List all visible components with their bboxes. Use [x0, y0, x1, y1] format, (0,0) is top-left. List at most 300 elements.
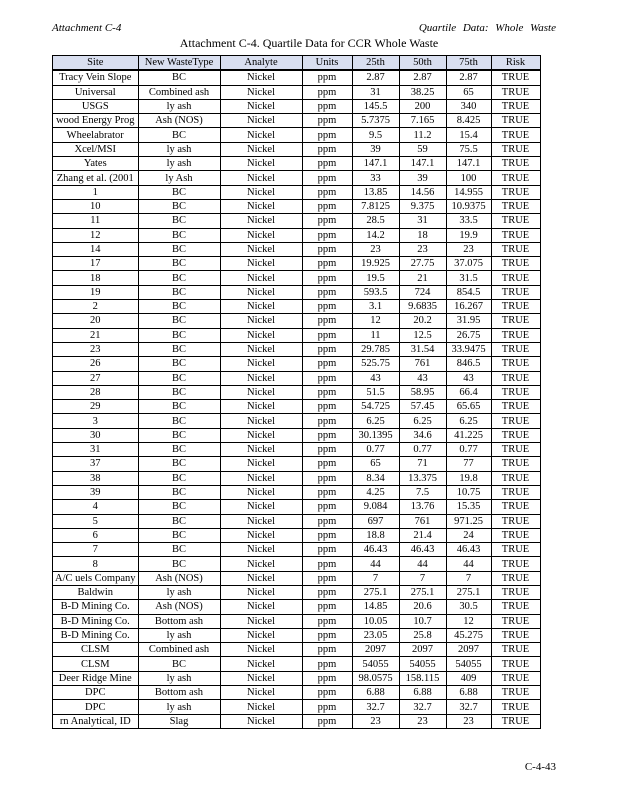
cell-analyte: Nickel: [220, 342, 302, 356]
cell-site: 26: [53, 357, 139, 371]
cell-analyte: Nickel: [220, 443, 302, 457]
cell-analyte: Nickel: [220, 571, 302, 585]
cell-waste-type: BC: [138, 485, 220, 499]
cell-q50: 7.165: [399, 114, 446, 128]
cell-q25: 14.2: [352, 228, 399, 242]
cell-q25: 6.88: [352, 686, 399, 700]
col-75th-header: 75th: [446, 56, 491, 71]
cell-q75: 33.5: [446, 214, 491, 228]
cell-site: 17: [53, 257, 139, 271]
cell-analyte: Nickel: [220, 314, 302, 328]
cell-q50: 21: [399, 271, 446, 285]
cell-q25: 32.7: [352, 700, 399, 714]
cell-q50: 13.76: [399, 500, 446, 514]
section-label: Quartile Data: Whole Waste: [418, 22, 556, 34]
cell-q25: 51.5: [352, 385, 399, 399]
cell-units: ppm: [302, 171, 352, 185]
cell-waste-type: ly Ash: [138, 171, 220, 185]
cell-q50: 54055: [399, 657, 446, 671]
cell-q75: 409: [446, 671, 491, 685]
cell-q75: 32.7: [446, 700, 491, 714]
cell-analyte: Nickel: [220, 543, 302, 557]
table-row: [53, 543, 541, 557]
cell-risk: TRUE: [491, 157, 540, 171]
table-body: [53, 70, 541, 728]
cell-units: ppm: [302, 614, 352, 628]
cell-site: Tracy Vein Slope: [53, 70, 139, 85]
cell-risk: TRUE: [491, 600, 540, 614]
cell-q50: 7.5: [399, 485, 446, 499]
table-row: [53, 614, 541, 628]
cell-risk: TRUE: [491, 314, 540, 328]
cell-q25: 145.5: [352, 99, 399, 113]
cell-q75: 46.43: [446, 543, 491, 557]
cell-q25: 11: [352, 328, 399, 342]
table-row: [53, 357, 541, 371]
cell-risk: TRUE: [491, 342, 540, 356]
cell-q75: 19.9: [446, 228, 491, 242]
cell-site: DPC: [53, 686, 139, 700]
table-row: [53, 500, 541, 514]
cell-analyte: Nickel: [220, 199, 302, 213]
cell-q50: 25.8: [399, 628, 446, 642]
cell-q25: 7: [352, 571, 399, 585]
cell-q75: 15.4: [446, 128, 491, 142]
cell-waste-type: BC: [138, 514, 220, 528]
cell-units: ppm: [302, 686, 352, 700]
cell-waste-type: BC: [138, 400, 220, 414]
cell-units: ppm: [302, 371, 352, 385]
cell-waste-type: BC: [138, 70, 220, 85]
cell-q50: 275.1: [399, 585, 446, 599]
cell-risk: TRUE: [491, 457, 540, 471]
cell-q75: 45.275: [446, 628, 491, 642]
cell-q50: 44: [399, 557, 446, 571]
cell-site: 27: [53, 371, 139, 385]
cell-units: ppm: [302, 185, 352, 199]
cell-risk: TRUE: [491, 85, 540, 99]
cell-waste-type: ly ash: [138, 628, 220, 642]
cell-risk: TRUE: [491, 614, 540, 628]
cell-q50: 27.75: [399, 257, 446, 271]
table-row: [53, 514, 541, 528]
cell-risk: TRUE: [491, 328, 540, 342]
cell-q50: 23: [399, 714, 446, 728]
cell-site: 10: [53, 199, 139, 213]
cell-q50: 761: [399, 514, 446, 528]
table-row: [53, 657, 541, 671]
cell-units: ppm: [302, 557, 352, 571]
cell-risk: TRUE: [491, 257, 540, 271]
cell-q75: 6.88: [446, 686, 491, 700]
cell-q75: 275.1: [446, 585, 491, 599]
cell-q25: 2.87: [352, 70, 399, 85]
cell-q25: 14.85: [352, 600, 399, 614]
cell-units: ppm: [302, 157, 352, 171]
cell-q50: 6.88: [399, 686, 446, 700]
table-row: [53, 85, 541, 99]
cell-waste-type: BC: [138, 471, 220, 485]
cell-site: 2: [53, 300, 139, 314]
cell-q25: 275.1: [352, 585, 399, 599]
cell-waste-type: BC: [138, 228, 220, 242]
cell-waste-type: ly ash: [138, 142, 220, 156]
table-row: [53, 128, 541, 142]
cell-site: rn Analytical, ID: [53, 714, 139, 728]
cell-waste-type: BC: [138, 314, 220, 328]
cell-waste-type: BC: [138, 328, 220, 342]
cell-q25: 43: [352, 371, 399, 385]
cell-analyte: Nickel: [220, 357, 302, 371]
cell-risk: TRUE: [491, 543, 540, 557]
cell-q50: 32.7: [399, 700, 446, 714]
cell-analyte: Nickel: [220, 614, 302, 628]
col-site-header: Site: [53, 56, 139, 71]
cell-site: 37: [53, 457, 139, 471]
cell-analyte: Nickel: [220, 528, 302, 542]
cell-waste-type: Bottom ash: [138, 686, 220, 700]
table-row: [53, 600, 541, 614]
table-row: [53, 457, 541, 471]
table-row: [53, 385, 541, 399]
cell-q25: 4.25: [352, 485, 399, 499]
cell-risk: TRUE: [491, 571, 540, 585]
cell-q25: 65: [352, 457, 399, 471]
cell-site: A/C uels Company: [53, 571, 139, 585]
cell-risk: TRUE: [491, 199, 540, 213]
cell-q75: 37.075: [446, 257, 491, 271]
cell-risk: TRUE: [491, 285, 540, 299]
cell-q50: 9.375: [399, 199, 446, 213]
table-row: [53, 300, 541, 314]
cell-units: ppm: [302, 128, 352, 142]
col-wastetype-header: New WasteType: [138, 56, 220, 71]
cell-analyte: Nickel: [220, 142, 302, 156]
table-row: [53, 571, 541, 585]
cell-waste-type: BC: [138, 214, 220, 228]
cell-q50: 34.6: [399, 428, 446, 442]
cell-site: 18: [53, 271, 139, 285]
cell-waste-type: Bottom ash: [138, 614, 220, 628]
cell-site: B-D Mining Co.: [53, 614, 139, 628]
cell-analyte: Nickel: [220, 157, 302, 171]
table-row: [53, 671, 541, 685]
cell-units: ppm: [302, 400, 352, 414]
cell-q75: 23: [446, 714, 491, 728]
cell-risk: TRUE: [491, 657, 540, 671]
cell-units: ppm: [302, 457, 352, 471]
cell-waste-type: BC: [138, 371, 220, 385]
cell-analyte: Nickel: [220, 714, 302, 728]
cell-q25: 0.77: [352, 443, 399, 457]
table-row: [53, 371, 541, 385]
cell-q75: 75.5: [446, 142, 491, 156]
table-row: [53, 414, 541, 428]
cell-q25: 19.925: [352, 257, 399, 271]
cell-analyte: Nickel: [220, 70, 302, 85]
cell-q25: 12: [352, 314, 399, 328]
cell-q75: 100: [446, 171, 491, 185]
cell-risk: TRUE: [491, 557, 540, 571]
cell-analyte: Nickel: [220, 328, 302, 342]
cell-q25: 54055: [352, 657, 399, 671]
quartile-table: [52, 55, 541, 729]
cell-site: 4: [53, 500, 139, 514]
cell-risk: TRUE: [491, 686, 540, 700]
cell-units: ppm: [302, 257, 352, 271]
cell-q75: 0.77: [446, 443, 491, 457]
cell-q75: 854.5: [446, 285, 491, 299]
cell-analyte: Nickel: [220, 428, 302, 442]
cell-q50: 46.43: [399, 543, 446, 557]
cell-risk: TRUE: [491, 385, 540, 399]
cell-site: 19: [53, 285, 139, 299]
cell-waste-type: BC: [138, 128, 220, 142]
cell-risk: TRUE: [491, 242, 540, 256]
cell-q25: 525.75: [352, 357, 399, 371]
cell-analyte: Nickel: [220, 671, 302, 685]
cell-analyte: Nickel: [220, 471, 302, 485]
cell-analyte: Nickel: [220, 585, 302, 599]
cell-q25: 29.785: [352, 342, 399, 356]
cell-analyte: Nickel: [220, 271, 302, 285]
cell-site: Yates: [53, 157, 139, 171]
cell-risk: TRUE: [491, 471, 540, 485]
table-row: [53, 700, 541, 714]
cell-waste-type: Ash (NOS): [138, 600, 220, 614]
cell-units: ppm: [302, 528, 352, 542]
cell-q75: 33.9475: [446, 342, 491, 356]
table-row: [53, 485, 541, 499]
cell-q25: 2097: [352, 643, 399, 657]
cell-q75: 2.87: [446, 70, 491, 85]
cell-units: ppm: [302, 471, 352, 485]
cell-analyte: Nickel: [220, 114, 302, 128]
col-analyte-header: Analyte: [220, 56, 302, 71]
cell-site: Universal: [53, 85, 139, 99]
cell-analyte: Nickel: [220, 485, 302, 499]
cell-analyte: Nickel: [220, 600, 302, 614]
table-row: [53, 285, 541, 299]
cell-q75: 54055: [446, 657, 491, 671]
cell-units: ppm: [302, 628, 352, 642]
cell-q25: 39: [352, 142, 399, 156]
cell-waste-type: BC: [138, 300, 220, 314]
cell-risk: TRUE: [491, 414, 540, 428]
cell-risk: TRUE: [491, 485, 540, 499]
table-row: [53, 585, 541, 599]
cell-risk: TRUE: [491, 371, 540, 385]
cell-q75: 66.4: [446, 385, 491, 399]
cell-q50: 31: [399, 214, 446, 228]
cell-q50: 14.56: [399, 185, 446, 199]
cell-risk: TRUE: [491, 628, 540, 642]
cell-site: Zhang et al. (2001: [53, 171, 139, 185]
table-row: [53, 686, 541, 700]
cell-risk: TRUE: [491, 643, 540, 657]
cell-analyte: Nickel: [220, 242, 302, 256]
attachment-label: Attachment C-4: [52, 22, 122, 34]
cell-q25: 30.1395: [352, 428, 399, 442]
cell-site: 5: [53, 514, 139, 528]
table-row: [53, 185, 541, 199]
cell-risk: TRUE: [491, 585, 540, 599]
cell-waste-type: Ash (NOS): [138, 114, 220, 128]
cell-analyte: Nickel: [220, 185, 302, 199]
cell-q25: 18.8: [352, 528, 399, 542]
cell-q75: 31.5: [446, 271, 491, 285]
cell-analyte: Nickel: [220, 385, 302, 399]
cell-q75: 2097: [446, 643, 491, 657]
cell-site: B-D Mining Co.: [53, 600, 139, 614]
cell-analyte: Nickel: [220, 457, 302, 471]
table-row: [53, 528, 541, 542]
cell-waste-type: BC: [138, 543, 220, 557]
table-row: [53, 714, 541, 728]
cell-q50: 0.77: [399, 443, 446, 457]
cell-q75: 41.225: [446, 428, 491, 442]
cell-site: wood Energy Prog: [53, 114, 139, 128]
cell-q25: 98.0575: [352, 671, 399, 685]
cell-q50: 2.87: [399, 70, 446, 85]
cell-q25: 8.34: [352, 471, 399, 485]
cell-analyte: Nickel: [220, 300, 302, 314]
cell-q50: 18: [399, 228, 446, 242]
cell-waste-type: Slag: [138, 714, 220, 728]
cell-site: 38: [53, 471, 139, 485]
cell-q50: 59: [399, 142, 446, 156]
cell-risk: TRUE: [491, 528, 540, 542]
table-row: [53, 214, 541, 228]
cell-site: Xcel/MSI: [53, 142, 139, 156]
cell-site: CLSM: [53, 657, 139, 671]
table-row: [53, 643, 541, 657]
cell-site: 7: [53, 543, 139, 557]
cell-units: ppm: [302, 328, 352, 342]
table-row: [53, 471, 541, 485]
cell-q50: 9.6835: [399, 300, 446, 314]
cell-units: ppm: [302, 500, 352, 514]
cell-risk: TRUE: [491, 185, 540, 199]
cell-analyte: Nickel: [220, 514, 302, 528]
cell-site: 23: [53, 342, 139, 356]
cell-q75: 6.25: [446, 414, 491, 428]
table-row: [53, 199, 541, 213]
cell-waste-type: ly ash: [138, 157, 220, 171]
cell-waste-type: BC: [138, 357, 220, 371]
cell-site: 21: [53, 328, 139, 342]
cell-q50: 58.95: [399, 385, 446, 399]
cell-q75: 8.425: [446, 114, 491, 128]
table-row: [53, 328, 541, 342]
cell-waste-type: BC: [138, 385, 220, 399]
cell-q50: 6.25: [399, 414, 446, 428]
cell-units: ppm: [302, 514, 352, 528]
cell-risk: TRUE: [491, 99, 540, 113]
cell-analyte: Nickel: [220, 500, 302, 514]
cell-q25: 6.25: [352, 414, 399, 428]
cell-waste-type: BC: [138, 199, 220, 213]
table-row: [53, 99, 541, 113]
cell-site: 29: [53, 400, 139, 414]
table-row: [53, 228, 541, 242]
cell-risk: TRUE: [491, 443, 540, 457]
cell-analyte: Nickel: [220, 257, 302, 271]
cell-analyte: Nickel: [220, 214, 302, 228]
cell-waste-type: BC: [138, 257, 220, 271]
cell-risk: TRUE: [491, 171, 540, 185]
cell-units: ppm: [302, 314, 352, 328]
table-row: [53, 557, 541, 571]
cell-q50: 13.375: [399, 471, 446, 485]
cell-q75: 19.8: [446, 471, 491, 485]
cell-q25: 44: [352, 557, 399, 571]
cell-units: ppm: [302, 571, 352, 585]
cell-q75: 31.95: [446, 314, 491, 328]
cell-q75: 15.35: [446, 500, 491, 514]
cell-q25: 23: [352, 242, 399, 256]
cell-analyte: Nickel: [220, 128, 302, 142]
cell-units: ppm: [302, 342, 352, 356]
cell-q75: 23: [446, 242, 491, 256]
cell-q50: 38.25: [399, 85, 446, 99]
cell-analyte: Nickel: [220, 700, 302, 714]
cell-site: 3: [53, 414, 139, 428]
cell-waste-type: Combined ash: [138, 643, 220, 657]
cell-analyte: Nickel: [220, 99, 302, 113]
cell-q50: 12.5: [399, 328, 446, 342]
cell-q25: 593.5: [352, 285, 399, 299]
cell-q25: 23: [352, 714, 399, 728]
cell-site: Wheelabrator: [53, 128, 139, 142]
cell-analyte: Nickel: [220, 657, 302, 671]
cell-risk: TRUE: [491, 400, 540, 414]
cell-q75: 30.5: [446, 600, 491, 614]
cell-q50: 2097: [399, 643, 446, 657]
cell-q75: 147.1: [446, 157, 491, 171]
cell-waste-type: BC: [138, 428, 220, 442]
cell-analyte: Nickel: [220, 85, 302, 99]
cell-site: 8: [53, 557, 139, 571]
cell-q50: 147.1: [399, 157, 446, 171]
cell-waste-type: ly ash: [138, 671, 220, 685]
cell-q75: 24: [446, 528, 491, 542]
cell-units: ppm: [302, 385, 352, 399]
cell-analyte: Nickel: [220, 686, 302, 700]
table-row: [53, 400, 541, 414]
cell-site: 20: [53, 314, 139, 328]
page-number: C-4-43: [524, 761, 556, 773]
table-row: [53, 157, 541, 171]
cell-waste-type: BC: [138, 285, 220, 299]
cell-site: 1: [53, 185, 139, 199]
cell-analyte: Nickel: [220, 628, 302, 642]
cell-q50: 31.54: [399, 342, 446, 356]
cell-q25: 3.1: [352, 300, 399, 314]
cell-q75: 340: [446, 99, 491, 113]
cell-q75: 14.955: [446, 185, 491, 199]
cell-q75: 846.5: [446, 357, 491, 371]
cell-q25: 9.084: [352, 500, 399, 514]
cell-waste-type: BC: [138, 528, 220, 542]
cell-units: ppm: [302, 543, 352, 557]
table-row: [53, 428, 541, 442]
cell-q25: 33: [352, 171, 399, 185]
cell-units: ppm: [302, 285, 352, 299]
cell-site: 39: [53, 485, 139, 499]
cell-q50: 20.2: [399, 314, 446, 328]
cell-q50: 11.2: [399, 128, 446, 142]
